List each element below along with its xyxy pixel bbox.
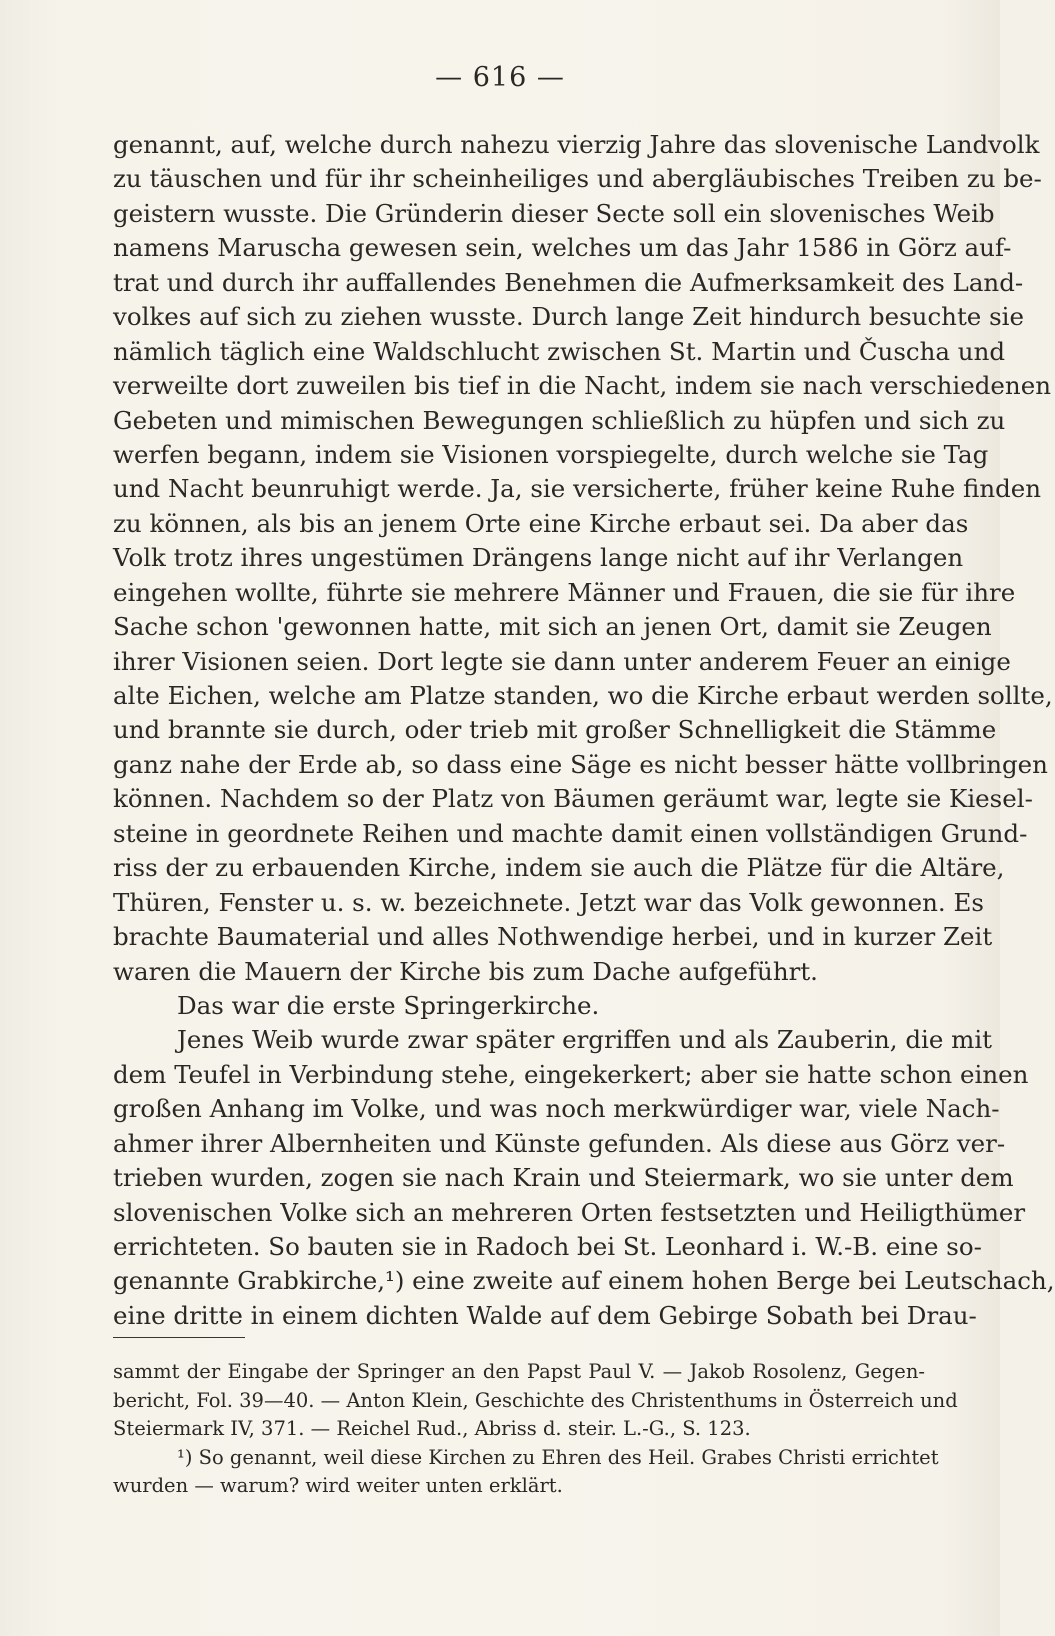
- body-line: Thüren, Fenster u. s. w. bezeichnete. Jetzt war das Volk gewonnen. Es: [113, 887, 984, 917]
- body-line: nämlich täglich eine Waldschlucht zwischen St. Martin und Čuscha und: [113, 336, 1006, 366]
- body-line: werfen begann, indem sie Visionen vorspiegelte, durch welche sie Tag: [113, 439, 989, 469]
- body-line: brachte Baumaterial und alles Nothwendige herbei, und in kurzer Zeit: [113, 922, 993, 952]
- body-line: Volk trotz ihres ungestümen Drängens lange nicht auf ihr Verlangen: [113, 543, 964, 573]
- body-line: ihrer Visionen seien. Dort legte sie dann unter anderem Feuer an einige: [113, 646, 1011, 676]
- footnote-line: wurden — warum? wird weiter unten erklärt.: [113, 1474, 563, 1497]
- footnotes: [113, 1358, 958, 1501]
- body-line: geistern wusste. Die Gründerin dieser Secte soll ein slovenisches Weib: [113, 198, 995, 228]
- body-line: eine dritte in einem dichten Walde auf dem Gebirge Sobath bei Drau-: [113, 1300, 977, 1330]
- body-line: riss der zu erbauenden Kirche, indem sie auch die Plätze für die Altäre,: [113, 853, 1005, 883]
- body-line: ahmer ihrer Albernheiten und Künste gefunden. Als diese aus Görz ver-: [113, 1128, 1006, 1158]
- body-line: Gebeten und mimischen Bewegungen schließlich zu hüpfen und sich zu: [113, 405, 1006, 435]
- body-line: errichteten. So bauten sie in Radoch bei St. Leonhard i. W.-B. eine so-: [113, 1232, 982, 1261]
- body-line: alte Eichen, welche am Platze standen, wo die Kirche erbaut werden sollte,: [113, 681, 1053, 710]
- body-line: und brannte sie durch, oder trieb mit großer Schnelligkeit die Stämme: [113, 715, 997, 745]
- body-line: großen Anhang im Volke, und was noch merkwürdiger war, viele Nach-: [113, 1094, 1000, 1124]
- body-line: Das war die erste Springerkirche.: [177, 990, 600, 1020]
- body-line: Sache schon 'gewonnen hatte, mit sich an jenen Ort, damit sie Zeugen: [113, 612, 992, 642]
- footnote-line: Steiermark IV, 371. — Reichel Rud., Abriss d. steir. L.-G., S. 123.: [113, 1417, 751, 1440]
- footnote-line: sammt der Eingabe der Springer an den Papst Paul V. — Jakob Rosolenz, Gegen-: [113, 1360, 925, 1383]
- footnote-divider: [113, 1337, 245, 1338]
- body-text: [113, 128, 1055, 1333]
- body-line: trieben wurden, zogen sie nach Krain und Steiermark, wo sie unter dem: [113, 1163, 1014, 1193]
- body-line: dem Teufel in Verbindung stehe, eingekerkert; aber sie hatte schon einen: [113, 1059, 1029, 1089]
- body-line: waren die Mauern der Kirche bis zum Dache aufgeführt.: [113, 956, 818, 986]
- footnote-line: bericht, Fol. 39—40. — Anton Klein, Geschichte des Christenthums in Österreich und: [113, 1388, 958, 1412]
- body-line: verweilte dort zuweilen bis tief in die Nacht, indem sie nach verschiedenen: [113, 371, 1051, 401]
- body-line: ganz nahe der Erde ab, so dass eine Säge es nicht besser hätte vollbringen: [113, 749, 1048, 779]
- body-line: können. Nachdem so der Platz von Bäumen geräumt war, legte sie Kiesel-: [113, 784, 1033, 814]
- body-line: volkes auf sich zu ziehen wusste. Durch lange Zeit hindurch besuchte sie: [113, 302, 1024, 332]
- body-line: slovenischen Volke sich an mehreren Orten festsetzten und Heiligthümer: [113, 1197, 1026, 1227]
- body-line: eingehen wollte, führte sie mehrere Männer und Frauen, die sie für ihre: [113, 577, 1016, 607]
- body-line: trat und durch ihr auffallendes Benehmen die Aufmerksamkeit des Land-: [113, 267, 1024, 297]
- footnote-line: ¹) So genannt, weil diese Kirchen zu Ehren des Heil. Grabes Christi errichtet: [177, 1445, 939, 1469]
- body-line: genannt, auf, welche durch nahezu vierzig Jahre das slovenische Landvolk: [113, 130, 1040, 159]
- body-line: genannte Grabkirche,¹) eine zweite auf einem hohen Berge bei Leutschach,: [113, 1266, 1055, 1296]
- body-line: steine in geordnete Reihen und machte damit einen vollständigen Grund-: [113, 818, 1028, 848]
- body-line: Jenes Weib wurde zwar später ergriffen und als Zauberin, die mit: [177, 1025, 993, 1055]
- body-line: und Nacht beunruhigt werde. Ja, sie versicherte, früher keine Ruhe finden: [113, 474, 1042, 504]
- page-number: — 616 —: [435, 62, 565, 93]
- body-line: zu können, als bis an jenem Orte eine Kirche erbaut sei. Da aber das: [113, 508, 969, 538]
- body-line: zu täuschen und für ihr scheinheiliges und abergläubisches Treiben zu be-: [113, 164, 1042, 194]
- body-line: namens Maruscha gewesen sein, welches um das Jahr 1586 in Görz auf-: [113, 233, 1012, 263]
